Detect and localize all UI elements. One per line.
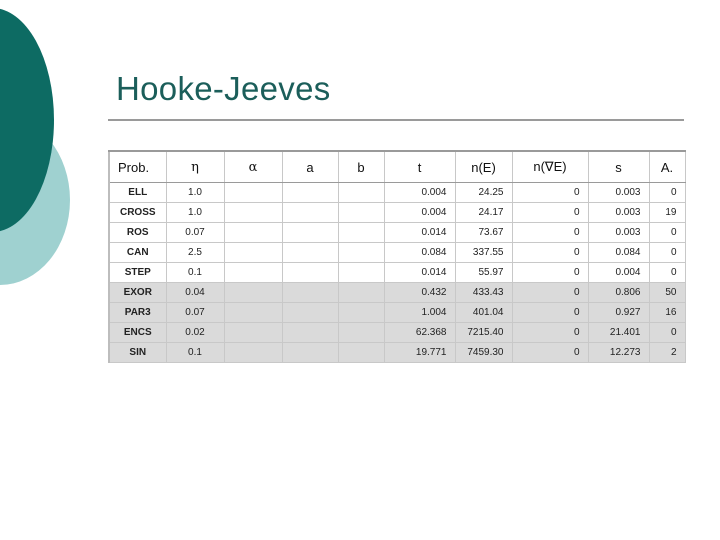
header-b: b: [338, 151, 384, 183]
cell-a: [282, 343, 338, 363]
cell-b: [338, 223, 384, 243]
cell-alpha: [224, 343, 282, 363]
table-row: [109, 263, 685, 283]
cell-n-grad-e: 0: [512, 343, 588, 363]
cell-b: [338, 243, 384, 263]
cell-a: [282, 183, 338, 203]
cell-eta: 1.0: [166, 183, 224, 203]
cell-n-grad-e: 0: [512, 183, 588, 203]
cell-t: 0.004: [384, 203, 455, 223]
cell-alpha: [224, 283, 282, 303]
cell-a: [282, 323, 338, 343]
cell-prob: STEP: [109, 263, 166, 283]
cell-eta: 0.07: [166, 223, 224, 243]
cell-t: 62.368: [384, 323, 455, 343]
cell-a-dot: 0: [649, 243, 685, 263]
cell-a: [282, 243, 338, 263]
cell-prob: PAR3: [109, 303, 166, 323]
cell-s: 0.003: [588, 203, 649, 223]
cell-a: [282, 203, 338, 223]
cell-n-grad-e: 0: [512, 243, 588, 263]
header-a: a: [282, 151, 338, 183]
cell-t: 1.004: [384, 303, 455, 323]
cell-eta: 2.5: [166, 243, 224, 263]
header-eta: η: [166, 151, 224, 183]
cell-prob: ENCS: [109, 323, 166, 343]
cell-n-grad-e: 0: [512, 223, 588, 243]
table-row: [109, 303, 685, 323]
cell-alpha: [224, 223, 282, 243]
cell-n-e: 73.67: [455, 223, 512, 243]
cell-s: 12.273: [588, 343, 649, 363]
cell-prob: ROS: [109, 223, 166, 243]
slide-title: Hooke-Jeeves: [116, 70, 331, 107]
cell-n-e: 7215.40: [455, 323, 512, 343]
cell-t: 0.084: [384, 243, 455, 263]
cell-prob: CAN: [109, 243, 166, 263]
cell-s: 0.806: [588, 283, 649, 303]
cell-s: 0.927: [588, 303, 649, 323]
cell-n-grad-e: 0: [512, 203, 588, 223]
cell-n-grad-e: 0: [512, 263, 588, 283]
cell-s: 0.084: [588, 243, 649, 263]
header-n-grad-e: n(∇E): [512, 151, 588, 183]
cell-a-dot: 19: [649, 203, 685, 223]
cell-a-dot: 2: [649, 343, 685, 363]
cell-n-e: 337.55: [455, 243, 512, 263]
cell-a: [282, 303, 338, 323]
header-t: t: [384, 151, 455, 183]
cell-t: 0.432: [384, 283, 455, 303]
cell-alpha: [224, 183, 282, 203]
cell-b: [338, 303, 384, 323]
cell-prob: ELL: [109, 183, 166, 203]
cell-b: [338, 283, 384, 303]
cell-b: [338, 323, 384, 343]
cell-t: 0.014: [384, 263, 455, 283]
header-a-dot: A.: [649, 151, 685, 183]
cell-n-e: 24.25: [455, 183, 512, 203]
cell-b: [338, 263, 384, 283]
header-s: s: [588, 151, 649, 183]
cell-n-e: 7459.30: [455, 343, 512, 363]
cell-prob: EXOR: [109, 283, 166, 303]
cell-n-grad-e: 0: [512, 283, 588, 303]
cell-t: 19.771: [384, 343, 455, 363]
header-prob: Prob.: [109, 151, 166, 183]
cell-prob: CROSS: [109, 203, 166, 223]
cell-eta: 0.07: [166, 303, 224, 323]
cell-a-dot: 0: [649, 263, 685, 283]
table-row: [109, 323, 685, 343]
table-row: [109, 243, 685, 263]
cell-a-dot: 0: [649, 323, 685, 343]
cell-b: [338, 183, 384, 203]
cell-n-grad-e: 0: [512, 323, 588, 343]
header-alpha: α: [224, 151, 282, 183]
cell-b: [338, 343, 384, 363]
results-table: [108, 150, 686, 363]
table-header-row: [109, 151, 685, 183]
cell-eta: 0.1: [166, 263, 224, 283]
cell-n-e: 401.04: [455, 303, 512, 323]
cell-a: [282, 283, 338, 303]
cell-s: 0.003: [588, 183, 649, 203]
cell-a: [282, 263, 338, 283]
table-row: [109, 203, 685, 223]
cell-alpha: [224, 243, 282, 263]
title-underline-divider: [108, 119, 684, 121]
cell-eta: 0.04: [166, 283, 224, 303]
cell-eta: 0.02: [166, 323, 224, 343]
cell-alpha: [224, 303, 282, 323]
cell-b: [338, 203, 384, 223]
cell-a-dot: 0: [649, 223, 685, 243]
cell-t: 0.004: [384, 183, 455, 203]
table-row: [109, 343, 685, 363]
table-row: [109, 183, 685, 203]
cell-t: 0.014: [384, 223, 455, 243]
cell-a-dot: 50: [649, 283, 685, 303]
cell-n-e: 55.97: [455, 263, 512, 283]
cell-s: 21.401: [588, 323, 649, 343]
cell-n-e: 24.17: [455, 203, 512, 223]
table-row: [109, 283, 685, 303]
cell-a-dot: 0: [649, 183, 685, 203]
cell-n-grad-e: 0: [512, 303, 588, 323]
cell-a: [282, 223, 338, 243]
cell-a-dot: 16: [649, 303, 685, 323]
header-n-e: n(E): [455, 151, 512, 183]
table-row: [109, 223, 685, 243]
cell-alpha: [224, 323, 282, 343]
cell-s: 0.004: [588, 263, 649, 283]
cell-alpha: [224, 203, 282, 223]
cell-eta: 0.1: [166, 343, 224, 363]
cell-s: 0.003: [588, 223, 649, 243]
cell-alpha: [224, 263, 282, 283]
cell-n-e: 433.43: [455, 283, 512, 303]
cell-prob: SIN: [109, 343, 166, 363]
cell-eta: 1.0: [166, 203, 224, 223]
